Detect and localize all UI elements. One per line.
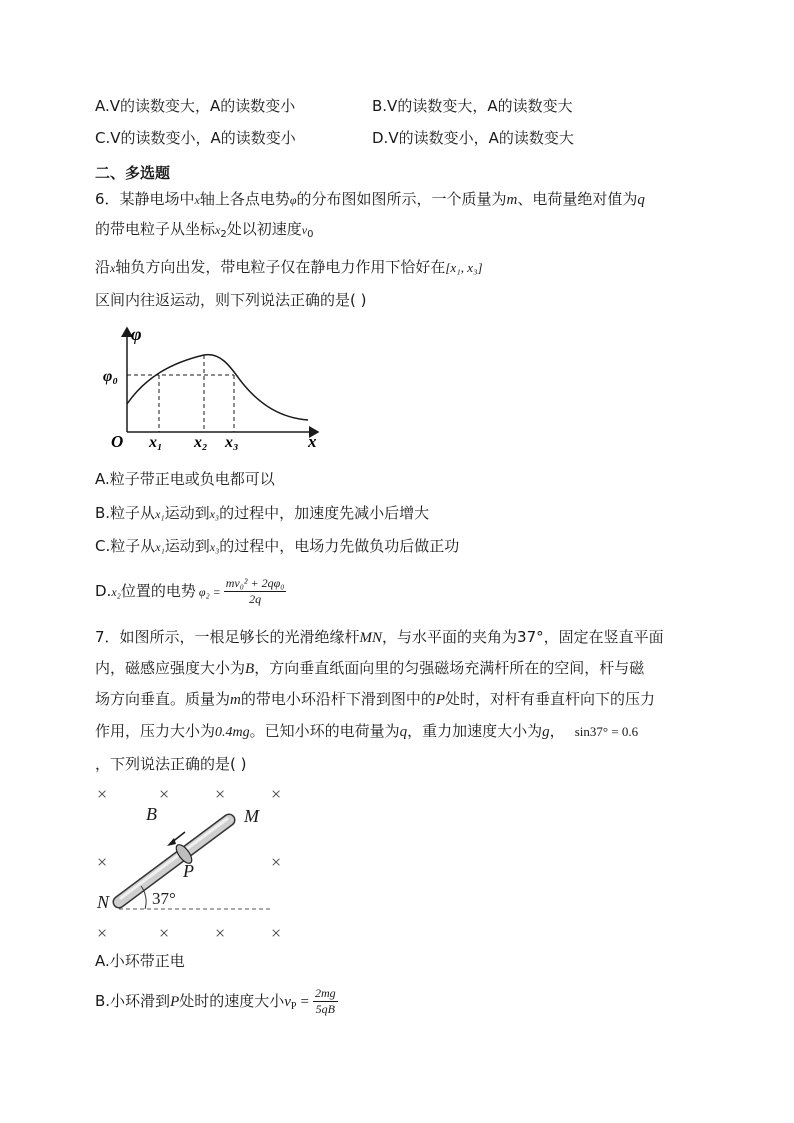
fraction-denominator: 2q xyxy=(249,592,262,606)
q5-option-b: B.V的读数变大，A的读数变大 xyxy=(372,97,573,115)
option-text: B.小环滑到 xyxy=(95,992,171,1010)
q7-text: 。已知小环的电荷量为 xyxy=(249,722,400,740)
fraction xyxy=(224,576,287,607)
q5-option-a: A.V的读数变大，A的读数变小 xyxy=(95,97,296,115)
var-phi2: φ₂ = xyxy=(198,585,221,599)
var-x2: x₂ xyxy=(111,585,121,599)
q7-stem-line-3 xyxy=(95,689,655,710)
cross-mark: × xyxy=(97,784,108,804)
rod-highlight xyxy=(121,819,227,898)
sub-p: P xyxy=(290,1001,297,1012)
q6-text: 轴负方向出发，带电粒子仅在静电力作用下恰好在 xyxy=(115,258,446,276)
fraction-numerator: mv₀² + 2qφ₀ xyxy=(225,576,285,590)
option-text: 的过程中，加速度先减小后增大 xyxy=(219,504,430,522)
q7-text: ， xyxy=(549,722,565,740)
var-x: x xyxy=(110,261,116,275)
angle-label: 37° xyxy=(152,889,176,908)
cross-mark: × xyxy=(215,923,226,943)
cross-mark: × xyxy=(97,852,108,872)
label-m: M xyxy=(244,806,259,826)
var-x1: x₁ xyxy=(155,507,165,521)
x1-label: x₁ xyxy=(149,434,163,451)
label-p: P xyxy=(183,861,194,881)
label-b: B xyxy=(146,804,157,824)
var-x: x xyxy=(194,193,200,207)
origin-label: O xyxy=(111,432,124,451)
q7-stem-line-5: ，下列说法正确的是( ) xyxy=(95,755,247,773)
option-text: 位置的电势 xyxy=(120,582,196,600)
force-value: 0.4mg xyxy=(215,725,250,740)
var-q: q xyxy=(637,192,645,208)
var-v: v xyxy=(301,223,308,237)
option-text: 处时的速度大小 xyxy=(179,992,285,1010)
interval: [x₁, x₃] xyxy=(445,260,483,275)
q6-stem-line-1 xyxy=(95,189,645,210)
q6-option-b xyxy=(95,503,429,524)
q7-option-b xyxy=(95,984,338,1024)
option-text: 运动到 xyxy=(164,537,210,555)
option-text: 的过程中，电场力先做负功后做正功 xyxy=(219,537,460,555)
q6-text: 的分布图如图所示，一个质量为 xyxy=(296,190,507,208)
q7-text: 场方向垂直。质量为 xyxy=(95,690,231,708)
q6-text: 轴上各点电势 xyxy=(199,190,290,208)
q6-option-a: A.粒子带正电或负电都可以 xyxy=(95,470,275,488)
var-mn: MN xyxy=(359,630,383,646)
cross-mark: × xyxy=(159,784,170,804)
x-axis-label: x xyxy=(308,432,317,451)
var-phi: φ xyxy=(289,193,297,207)
var-x3: x₃ xyxy=(209,540,220,554)
sin-value: sin37° = 0.6 xyxy=(574,724,639,739)
q7-text: 内，磁感应强度大小为 xyxy=(95,659,246,677)
option-text: C.粒子从 xyxy=(95,537,156,555)
var-g: g xyxy=(542,724,550,740)
q7-stem-line-1 xyxy=(95,627,664,648)
q6-option-c xyxy=(95,536,459,557)
q7-text: 处时，对杆有垂直杆向下的压力 xyxy=(445,690,656,708)
q6-text: 处以初速度 xyxy=(226,220,302,238)
var-q: q xyxy=(399,724,408,740)
q6-stem-line-4: 区间内往返运动，则下列说法正确的是( ) xyxy=(95,291,367,309)
var-x2: x xyxy=(215,223,221,237)
cross-mark: × xyxy=(271,852,282,872)
q6-stem-line-3 xyxy=(95,257,483,278)
q5-option-d: D.V的读数变小，A的读数变大 xyxy=(372,129,574,147)
var-m: m xyxy=(230,692,241,708)
x3-label: x₃ xyxy=(225,434,239,451)
cross-mark: × xyxy=(271,923,282,943)
var-x1: x₁ xyxy=(155,540,165,554)
cross-mark: × xyxy=(271,784,282,804)
q7-text: 7．如图所示，一根足够长的光滑绝缘杆 xyxy=(95,628,360,646)
rod-figure xyxy=(95,780,300,945)
potential-graph xyxy=(100,318,330,452)
label-n: N xyxy=(97,892,110,912)
q6-text: 的带电粒子从坐标 xyxy=(95,220,216,238)
var-m: m xyxy=(506,192,518,208)
option-text: B.粒子从 xyxy=(95,504,156,522)
q6-text: 6．某静电场中 xyxy=(95,190,195,208)
q6-text: 沿 xyxy=(95,258,111,276)
q6-text: 、电荷量绝对值为 xyxy=(517,190,638,208)
q7-text: 作用，压力大小为 xyxy=(95,722,216,740)
fraction-numerator: 2mg xyxy=(314,986,336,1000)
cross-mark: × xyxy=(159,923,170,943)
q7-stem-line-4 xyxy=(95,721,638,743)
potential-curve xyxy=(127,355,308,420)
equals-sign: = xyxy=(300,994,309,1010)
cross-mark: × xyxy=(215,784,226,804)
phi0-label: φ₀ xyxy=(103,368,118,385)
fraction xyxy=(313,986,338,1017)
q6-stem-line-2 xyxy=(95,219,313,245)
sub-0: 0 xyxy=(307,229,314,240)
cross-mark: × xyxy=(97,923,108,943)
var-x3: x₃ xyxy=(209,507,220,521)
q7-option-a: A.小环带正电 xyxy=(95,952,185,970)
q7-text: ，重力加速度大小为 xyxy=(407,722,543,740)
q7-stem-line-2 xyxy=(95,658,644,679)
sub-2: 2 xyxy=(220,229,227,240)
section-title: 二、多选题 xyxy=(95,164,171,182)
q7-text: ，与水平面的夹角为37°，固定在竖直平面 xyxy=(382,628,664,646)
var-p: P xyxy=(170,994,180,1010)
phi-axis-label: φ xyxy=(131,324,142,344)
var-b: B xyxy=(245,661,255,677)
q7-text: 的带电小环沿杆下滑到图中的 xyxy=(240,690,436,708)
option-text: 运动到 xyxy=(164,504,210,522)
q6-option-d xyxy=(95,574,286,609)
var-v: v xyxy=(284,994,291,1010)
option-text: D. xyxy=(95,582,112,600)
var-p: P xyxy=(435,692,446,708)
q5-option-c: C.V的读数变小，A的读数变小 xyxy=(95,129,296,147)
x2-label: x₂ xyxy=(194,434,208,451)
q7-text: ，方向垂直纸面向里的匀强磁场充满杆所在的空间，杆与磁 xyxy=(254,659,645,677)
fraction-denominator: 5qB xyxy=(315,1002,335,1016)
